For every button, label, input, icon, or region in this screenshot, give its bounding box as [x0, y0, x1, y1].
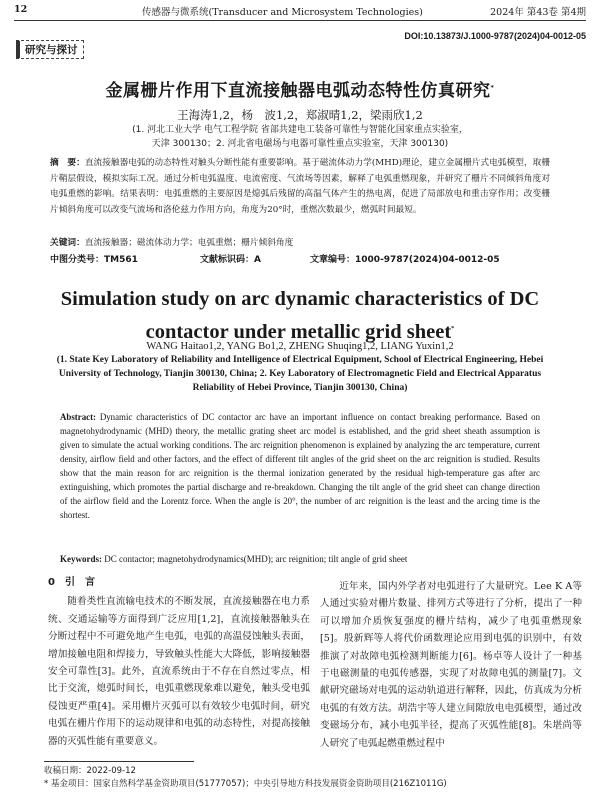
english-title	[0, 285, 600, 347]
introduction-paragraph-2: 近年来，国内外学者对电弧进行了大量研究。Lee K A等人通过实验对栅片数量、排列方式等进行了分析，提出了一种可以增加介质恢复强度的栅片结构，减少了电弧重燃现象[5]。殷新辉等人将代价函数理论应用到电弧的识别中，有效推演了对故障电弧检测判断能力[6]。杨卓等人设计了一种基于电磁测量的电弧传感器，实现了对故障电弧的测量[7]。文献研究磁场对电弧的运动轨道进行解释，因此，仿真成为分析电弧的有效方法。胡浩宇等人建立间隙放电电弧模型，通过改变磁场分布，减小电弧半径，提高了灭弧性能[8]。朱堪尚等人研究了电弧起燃重燃过程中	[320, 581, 582, 749]
document-code	[200, 252, 261, 265]
introduction-heading: 0 引 言	[48, 577, 95, 588]
article-no-value: 1000-9787(2024)04-0012-05	[355, 255, 500, 265]
chinese-affiliation-line-2: 天津 300130；2. 河北省电磁场与电器可靠性重点实验室，天津 300130)	[151, 139, 449, 149]
english-authors: WANG Haitao1,2, YANG Bo1,2, ZHENG Shuqing1,2, LIANG Yuxin1,2	[146, 341, 454, 352]
chinese-affiliation-line-1: (1. 河北工业大学 电气工程学院 省部共建电工装备可靠性与智能化国家重点实验室，	[132, 125, 468, 135]
doc-code-label: 文献标识码：	[200, 255, 255, 265]
doi: DOI:10.13873/J.1000-9787(2024)04-0012-05	[404, 31, 586, 41]
introduction-paragraph-1: 随着类性直流输电技术的不断发展，直流接触器在电力系统、交通运输等方面得到广泛应用[1,2]，直流接触器触头在分断过程中不可避免地产生电弧，电弧的高温侵蚀触头表面，增加接触电阻和焊接力，导致触头性能大大降低，影响接触器安全可靠性[3]。此外，直流系统由于不存在自然过零点，相比于交流，熄弧时间长，电弧重燃现象难以避免，触头受电弧侵蚀更严重[4]。采用栅片灭弧可以有效较少电弧时间，研究电弧在栅片作用下的运动规律和电弧的动态特性，对提高接触器的灭弧性能有重要意义。	[48, 596, 310, 747]
volume-issue: 2024年 第43卷 第4期	[490, 7, 586, 18]
title-footnote-mark: *	[490, 83, 495, 92]
doc-code-value: A	[254, 255, 261, 265]
chinese-keywords-text: 直流接触器；磁流体动力学；电弧重燃；栅片倾斜角度	[84, 238, 294, 248]
english-abstract-text: Dynamic characteristics of DC contactor arc have an important influence on contact breaking performance. Based on magnetohydrodynamic (MHD) theory, the metallic grating sheet arc model is established, and the grid sheet sheath assumption is given to simulate the actual working conditions. The arc reignition phenomenon is explained by analyzing the arc temperature, current density, airflow field and other factors, and the effect of different tilt angles of the grid sheet on the arc reignition is studied. Results show that the main reason for arc reignition is the thermal ionization generated by the residual high-temperature gas after arc extinguishing, which promotes the partial discharge and re-breakdown. Changing the tilt angle of the grid sheet can change direction of the airflow field and the Lorentz force. When the angle is 20°, the number of arc reignition is the least and the arcing time is the shortest.	[60, 412, 541, 520]
english-keywords	[60, 554, 540, 564]
chinese-title-text: 金属栅片作用下直流接触器电弧动态特性仿真研究	[105, 81, 491, 101]
classification-line	[50, 252, 550, 266]
journal-name: 传感器与微系统(Transducer and Microsystem Technologies)	[142, 7, 423, 18]
clc-label: 中图分类号：	[50, 255, 105, 265]
english-keywords-text: DC contactor; magnetohydrodynamics(MHD); arc reignition; tilt angle of grid sheet	[104, 554, 408, 564]
page-number: 12	[14, 4, 28, 15]
chinese-abstract-text: 直流接触器电弧的动态特性对触头分断性能有重要影响。基于磁流体动力学(MHD)理论，建立金属栅片式电弧模型，取栅片鞘层假设，模拟实际工况。通过分析电弧温度、电流密度、气流场等因素，解释了电弧重燃现象，并研究了栅片不同倾斜角度对电弧重燃的影响。结果表明：电弧重燃的主要原因是熄弧后残留的高温气体产生的热电离，促进了局部放电和重击穿作用；改变栅片倾斜角度可以改变气流场和洛伦兹力作用方向，角度为20°时，重燃次数最少，燃弧时间最短。	[50, 158, 551, 215]
english-title-line-2: contactor under metallic grid sheet	[145, 320, 452, 343]
english-keywords-label: Keywords:	[60, 554, 102, 564]
article-number	[310, 252, 500, 265]
clc-value: TM561	[104, 255, 138, 265]
article-no-label: 文章编号：	[310, 255, 356, 265]
english-abstract-label: Abstract:	[60, 412, 96, 422]
body-column-left	[48, 574, 310, 750]
english-affiliation: (1. State Key Laboratory of Reliability and Intelligence of Electrical Equipment, School of Electrical Engineering, Hebei University of Technology, Tianjin 300130, China; 2. Key Laboratory of Electromagnetic Field and Electrical Apparatus Reliability of Hebei Province, Tianjin 300130, China)	[56, 355, 544, 393]
running-header	[14, 4, 586, 20]
english-title-line-1: Simulation study on arc dynamic characteristics of DC	[60, 288, 540, 310]
chinese-authors: 王海涛1,2，杨 波1,2，郑淑晴1,2，梁雨欣1,2	[177, 108, 423, 122]
section-tag: 研究与探讨	[16, 40, 84, 59]
english-abstract	[60, 410, 540, 522]
clc-number	[50, 252, 138, 265]
english-title-footnote-mark: *	[451, 325, 455, 332]
received-date: 收稿日期：2022-09-12	[44, 766, 136, 776]
body-column-right	[320, 578, 582, 752]
chinese-keywords-label: 关键词：	[50, 238, 85, 248]
chinese-keywords	[50, 236, 550, 248]
fund-note: * 基金项目：国家自然科学基金资助项目(51777057)；中央引导地方科技发展资金资助项目(216Z1011G)	[44, 779, 447, 789]
chinese-affiliation	[70, 123, 530, 151]
chinese-title	[0, 76, 600, 101]
chinese-abstract	[50, 156, 550, 218]
header-rule	[14, 20, 586, 21]
chinese-abstract-label: 摘 要：	[50, 158, 85, 168]
footnote-rule	[44, 761, 194, 762]
